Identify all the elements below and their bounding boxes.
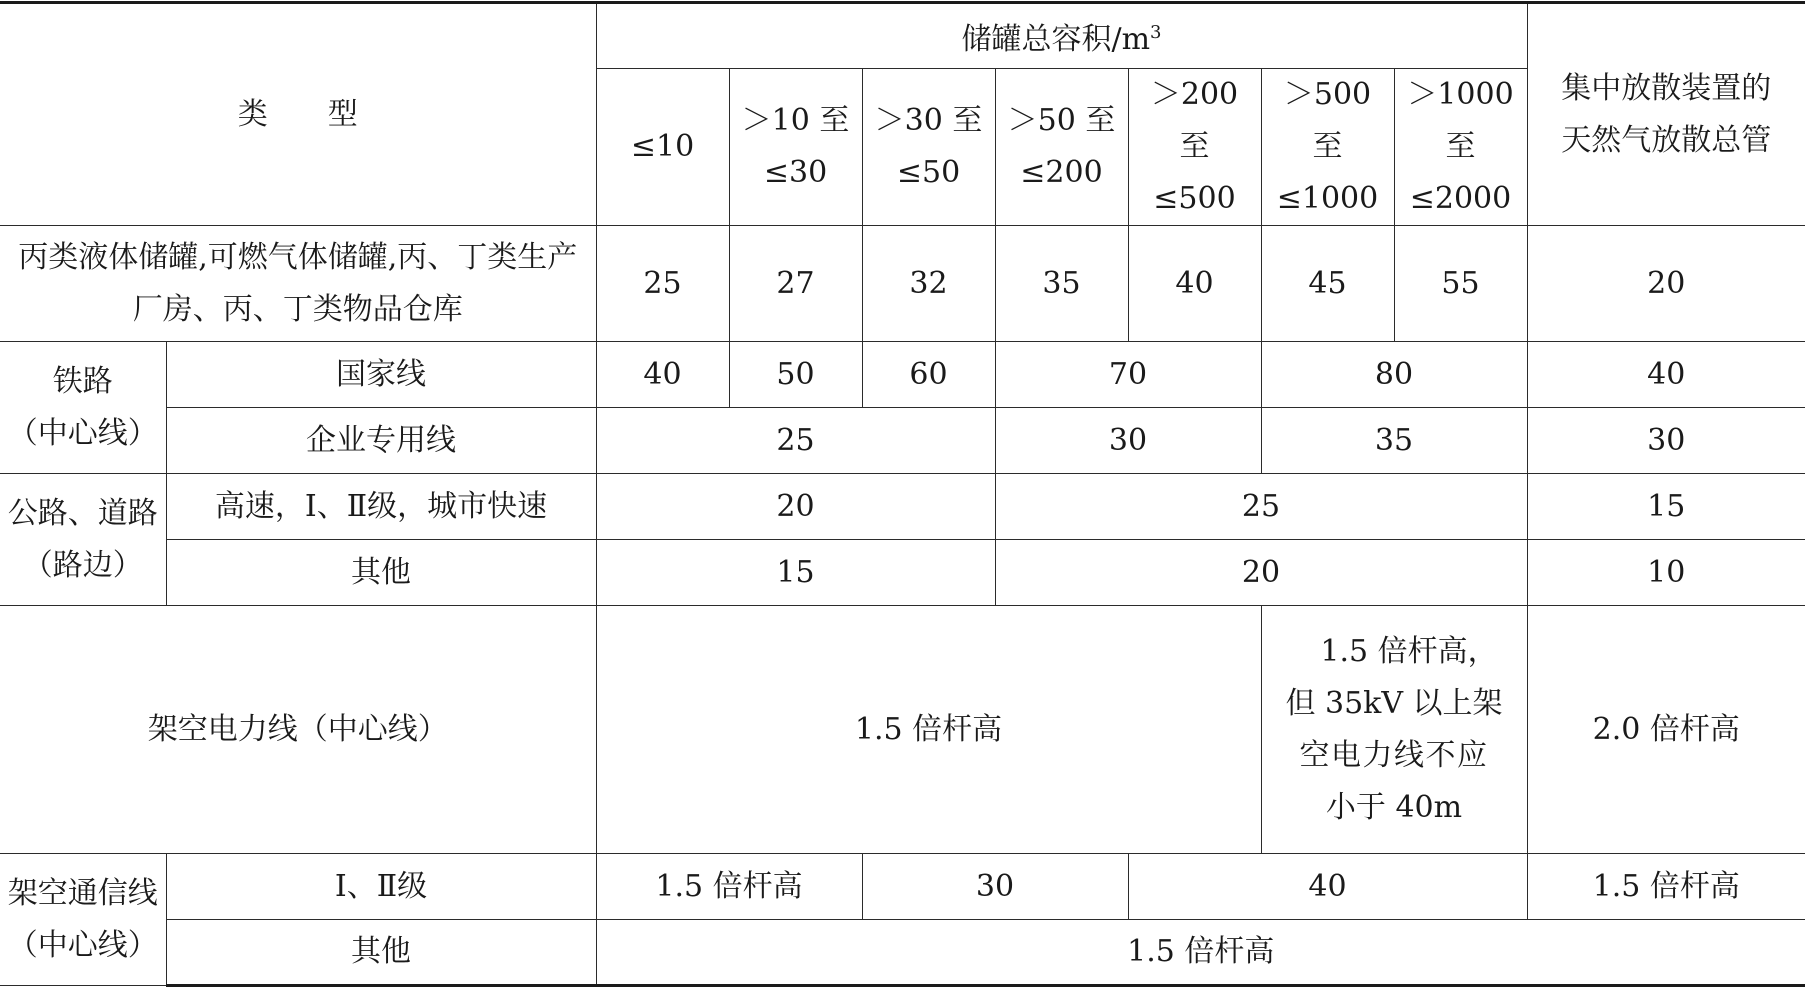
spacing-table [0, 1, 1805, 987]
value-cell: 27 [729, 226, 862, 342]
range-top: ＞500 至 [1283, 77, 1372, 164]
road-other-row [0, 540, 1805, 606]
range-header-2 [729, 69, 862, 226]
range-header-4 [995, 69, 1128, 226]
vent-header [1527, 3, 1805, 226]
value-cell: 45 [1261, 226, 1394, 342]
road-group-label [0, 474, 166, 606]
vent-value-cell: 10 [1527, 540, 1805, 606]
value-cell: 25 [995, 474, 1527, 540]
range-top: ≤10 [630, 129, 695, 164]
range-header-5 [1128, 69, 1261, 226]
value-cell: 25 [596, 226, 729, 342]
road-group-line2: （路边） [22, 547, 143, 583]
vent-value-cell: 15 [1527, 474, 1805, 540]
type-header [0, 3, 596, 226]
value-cell: 1.5 倍杆高 [596, 920, 1805, 986]
value-cell: 40 [1128, 854, 1527, 920]
national-line-label: 国家线 [166, 342, 596, 408]
value-cell: 1.5 倍杆高 [596, 606, 1261, 854]
range-header-7 [1394, 69, 1527, 226]
value-cell: 35 [1261, 408, 1527, 474]
enterprise-line-label: 企业专用线 [166, 408, 596, 474]
railway-group-label [0, 342, 166, 474]
value-cell: 55 [1394, 226, 1527, 342]
power-line-note [1261, 606, 1527, 854]
telecom-group-label [0, 854, 166, 986]
range-bottom: ≤1000 [1276, 181, 1379, 216]
buildings-row [0, 226, 1805, 342]
note-line: 但 35kV 以上架 [1285, 685, 1503, 721]
telecom-grade-row [0, 854, 1805, 920]
type-header-label: 类 型 [237, 96, 358, 132]
range-header-6 [1261, 69, 1394, 226]
telecom-group-line1: 架空通信线 [7, 875, 158, 911]
value-cell: 80 [1261, 342, 1527, 408]
value-cell: 25 [596, 408, 995, 474]
capacity-header [596, 3, 1527, 69]
vent-header-line2: 天然气放散总管 [1561, 122, 1772, 158]
range-header-3 [862, 69, 995, 226]
note-line: 小于 40m [1325, 789, 1463, 825]
value-cell: 15 [596, 540, 995, 606]
value-cell: 35 [995, 226, 1128, 342]
power-line-row [0, 606, 1805, 854]
road-other-label: 其他 [166, 540, 596, 606]
value-cell: 30 [862, 854, 1128, 920]
header-row-1 [0, 3, 1805, 69]
buildings-label: 丙类液体储罐,可燃气体储罐,丙、丁类生产厂房、丙、丁类物品仓库 [0, 226, 596, 342]
value-cell: 30 [995, 408, 1261, 474]
vent-value-cell: 40 [1527, 342, 1805, 408]
telecom-other-row [0, 920, 1805, 986]
power-line-label: 架空电力线（中心线） [0, 606, 596, 854]
value-cell: 20 [596, 474, 995, 540]
vent-value-cell: 20 [1527, 226, 1805, 342]
range-bottom: ≤2000 [1409, 181, 1512, 216]
telecom-group-line2: （中心线） [7, 927, 158, 963]
value-cell: 60 [862, 342, 995, 408]
value-cell: 70 [995, 342, 1261, 408]
range-top: ＞30 至 [874, 103, 983, 138]
vent-header-line1: 集中放散装置的 [1561, 70, 1772, 106]
vent-value-cell: 1.5 倍杆高 [1527, 854, 1805, 920]
highway-label: 高速，Ⅰ、Ⅱ级，城市快速 [166, 474, 596, 540]
range-header-1 [596, 69, 729, 226]
railway-group-line2: （中心线） [7, 415, 158, 451]
note-line: 空电力线不应 [1299, 737, 1489, 773]
range-bottom: ≤50 [896, 155, 961, 190]
range-top: ＞10 至 [741, 103, 850, 138]
telecom-grade-label: Ⅰ、Ⅱ级 [166, 854, 596, 920]
value-cell: 40 [1128, 226, 1261, 342]
range-top: ＞50 至 [1007, 103, 1116, 138]
vent-value-cell: 30 [1527, 408, 1805, 474]
road-group-line1: 公路、道路 [7, 495, 158, 531]
road-highway-row [0, 474, 1805, 540]
capacity-unit-superscript: 3 [1150, 21, 1162, 43]
range-bottom: ≤500 [1153, 181, 1236, 216]
note-line: 1.5 倍杆高， [1320, 633, 1498, 669]
range-bottom: ≤200 [1020, 155, 1103, 190]
railway-group-line1: 铁路 [52, 363, 113, 399]
capacity-header-label: 储罐总容积/m [961, 21, 1151, 57]
railway-national-row [0, 342, 1805, 408]
railway-enterprise-row [0, 408, 1805, 474]
range-bottom: ≤30 [763, 155, 828, 190]
value-cell: 50 [729, 342, 862, 408]
range-top: ＞200 至 [1150, 77, 1239, 164]
value-cell: 32 [862, 226, 995, 342]
range-top: ＞1000 至 [1407, 77, 1514, 164]
vent-value-cell: 2.0 倍杆高 [1527, 606, 1805, 854]
value-cell: 1.5 倍杆高 [596, 854, 862, 920]
value-cell: 20 [995, 540, 1527, 606]
telecom-other-label: 其他 [166, 920, 596, 986]
value-cell: 40 [596, 342, 729, 408]
